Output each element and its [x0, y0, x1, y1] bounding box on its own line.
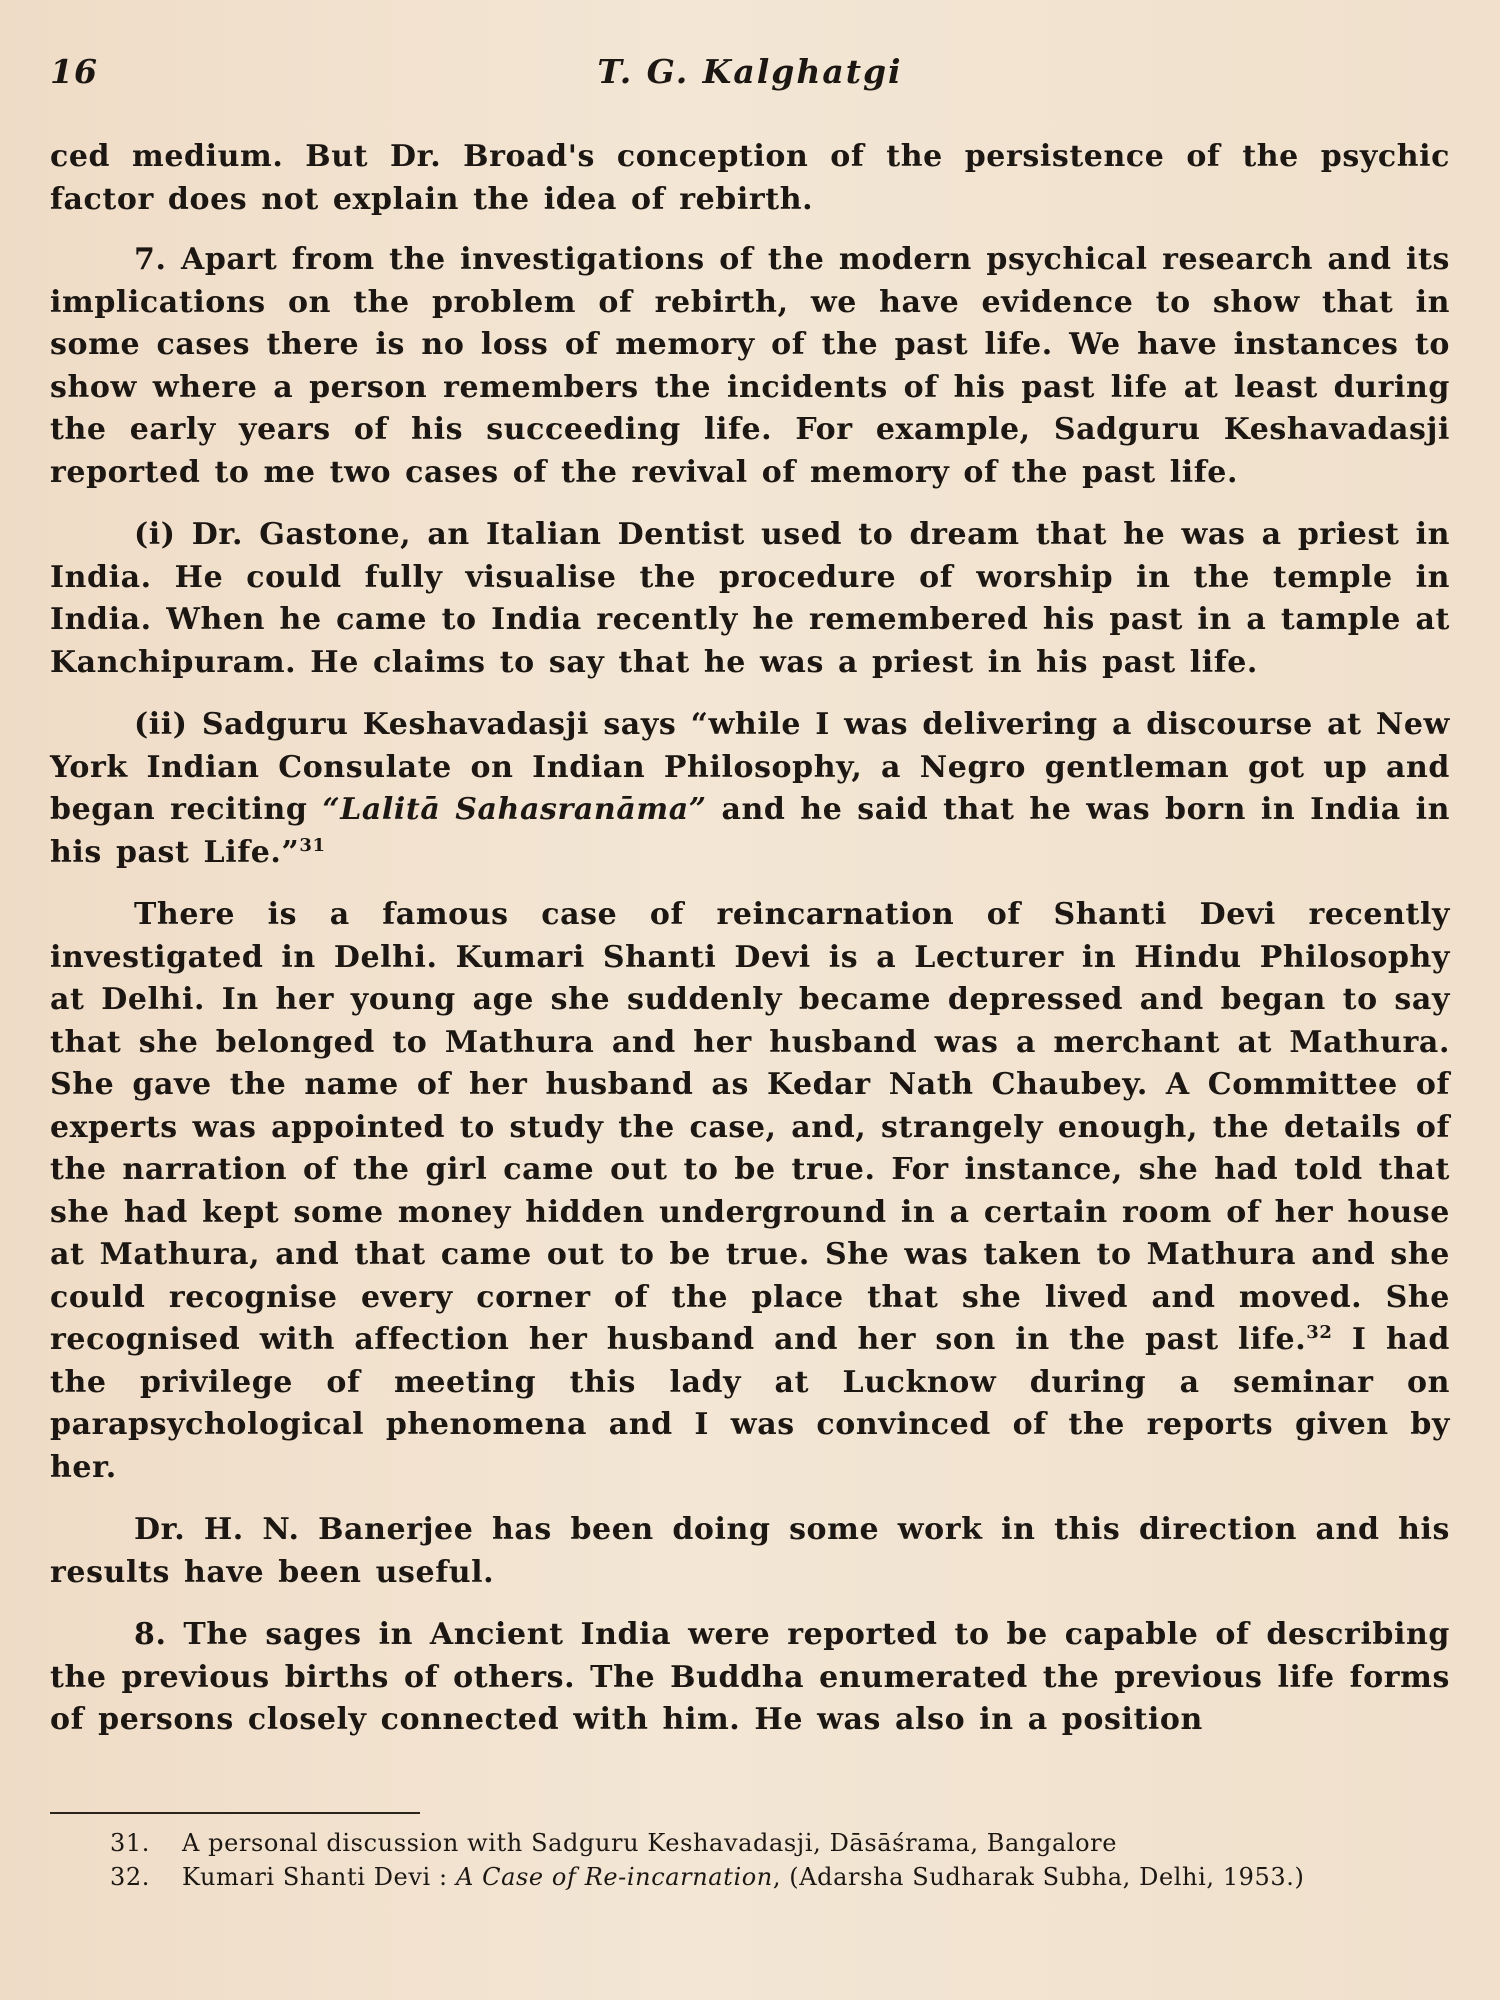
paragraph-continued: ced medium. But Dr. Broad's conception of the persistence of the psychic factor does not explain the idea of rebirth. [50, 139, 1450, 217]
footnote-31 [110, 1826, 1450, 1860]
paragraph-case-ii [50, 704, 1450, 874]
body-text [50, 136, 1450, 1762]
lalita-sahasranama-title: “Lalitā Sahasranāma” [322, 792, 707, 827]
shanti-devi-text: There is a famous case of reincarnation of Shanti Devi recently investigated in Delhi. Kumari Shanti Devi is a Lecturer in Hindu Philosophy at Delhi. In her young age she suddenly became depressed and began to say that she belonged to Mathura and her husband was a merchant at Mathura. She gave the name of her husband as Kedar Nath Chaubey. A Committee of experts was appointed to study the case, and, strangely enough, the details of the narration of the girl came out to be true. For instance, she had told that she had kept some money hidden underground in a certain room of her house at Mathura, and that came out to be true. She was taken to Mathura and she could recognise every corner of the place that she lived and moved. She recognised with affection her husband and her son in the past life. [50, 897, 1450, 1357]
paragraph-7: 7. Apart from the investigations of the modern psychical research and its implications on the problem of rebirth, we have evidence to show that in some cases there is no loss of memory of the past life. We have instances to show where a person remembers the incidents of his past life at least during the early years of his succeeding life. For example, Sadguru Keshavadasji reported to me two cases of the revival of memory of the past life. [50, 242, 1450, 490]
footnote-number: 32. [110, 1863, 150, 1891]
footnote-text [182, 1860, 1450, 1894]
running-head: T. G. Kalghatgi [597, 52, 903, 91]
footnote-publisher: , (Adarsha Sudharak Subha, Delhi, 1953.) [772, 1863, 1305, 1891]
footnote-author: Kumari Shanti Devi : [182, 1863, 456, 1891]
page-number: 16 [50, 52, 98, 91]
paragraph-8: 8. The sages in Ancient India were reported to be capable of describing the previous births of others. The Buddha enumerated the previous life forms of persons closely connected with him. He was also in a position [50, 1617, 1450, 1737]
shanti-devi-text-end: I had the privilege of meeting this lady at Lucknow during a seminar on parapsychological phenomena and I was convinced of the reports given by her. [50, 1322, 1450, 1485]
footnotes [110, 1826, 1450, 1894]
footnote-ref-32[interactable]: 32 [1306, 1322, 1333, 1343]
footnote-32 [110, 1860, 1450, 1894]
footnote-book-title: A Case of Re-incarnation [455, 1863, 773, 1891]
footnote-ref-31[interactable]: 31 [299, 834, 326, 856]
paragraph-shanti-devi [50, 894, 1450, 1489]
footnote-divider [50, 1812, 420, 1814]
footnote-number: 31. [110, 1829, 150, 1857]
case-ii-text: (ii) Sadguru Keshavadasji says “while I was delivering a discourse at New York Indian Consulate on Indian Philosophy, a Negro gentleman got up and began reciting [50, 707, 1450, 827]
paragraph-case-i: (i) Dr. Gastone, an Italian Dentist used to dream that he was a priest in India. He could fully visualise the procedure of worship in the temple in India. When he came to India recently he remembered his past in a tample at Kanchipuram. He claims to say that he was a priest in his past life. [50, 517, 1450, 680]
page-header [50, 52, 1450, 102]
paragraph-banerjee: Dr. H. N. Banerjee has been doing some work in this direction and his results have been useful. [50, 1512, 1450, 1590]
footnote-text: A personal discussion with Sadguru Keshavadasji, Dāsāśrama, Bangalore [182, 1829, 1118, 1857]
case-ii-text-end: and he said that he was born in India in his past Life.” [50, 792, 1450, 870]
